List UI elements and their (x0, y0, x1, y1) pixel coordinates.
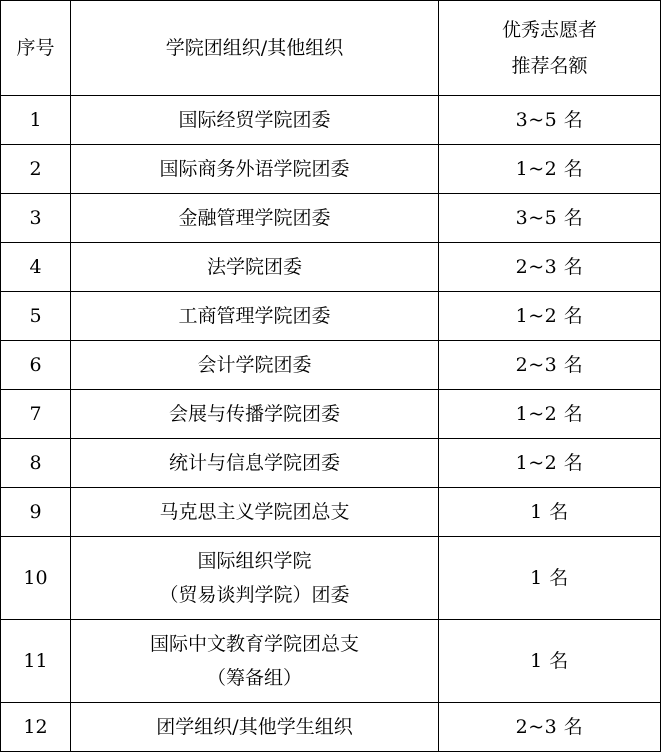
table-row (1, 620, 661, 703)
row-quota: 2~3 名 (439, 341, 661, 390)
row-org (71, 243, 439, 292)
table-header-row (1, 1, 661, 96)
row-org-line-1: 会计学院团委 (197, 353, 312, 376)
row-org-line-1: 团学组织/其他学生组织 (156, 715, 353, 738)
row-org (71, 292, 439, 341)
table-row (1, 703, 661, 752)
table-row (1, 145, 661, 194)
row-org-line-1: 国际经贸学院团委 (178, 108, 331, 131)
row-org-line-1: 马克思主义学院团总支 (159, 500, 350, 523)
row-org-line-1: 会展与传播学院团委 (168, 402, 340, 425)
row-quota: 3~5 名 (439, 96, 661, 145)
column-header-org-line-1: 学院团组织/其他组织 (165, 36, 344, 59)
row-org-line-1: 国际中文教育学院团总支 (149, 632, 359, 655)
row-number: 4 (1, 243, 71, 292)
row-org (71, 439, 439, 488)
row-quota: 1~2 名 (439, 292, 661, 341)
row-quota: 2~3 名 (439, 243, 661, 292)
table-row (1, 194, 661, 243)
column-header-no (1, 1, 71, 96)
row-number: 10 (1, 537, 71, 620)
row-quota: 1~2 名 (439, 439, 661, 488)
row-number: 1 (1, 96, 71, 145)
row-quota: 3~5 名 (439, 194, 661, 243)
row-org-line-1: 国际组织学院 (197, 549, 312, 572)
row-number: 3 (1, 194, 71, 243)
row-quota: 1 名 (439, 488, 661, 537)
row-org-line-1: 统计与信息学院团委 (168, 451, 340, 474)
row-org-line-1: 法学院团委 (206, 255, 302, 278)
row-org (71, 703, 439, 752)
row-number: 2 (1, 145, 71, 194)
table-row (1, 341, 661, 390)
row-number: 6 (1, 341, 71, 390)
column-header-quota-line-1: 优秀志愿者 (501, 18, 597, 41)
table-row (1, 96, 661, 145)
table-row (1, 243, 661, 292)
row-quota: 2~3 名 (439, 703, 661, 752)
table-row (1, 439, 661, 488)
row-quota: 1 名 (439, 537, 661, 620)
table-header (1, 1, 661, 96)
row-number: 11 (1, 620, 71, 703)
row-number: 8 (1, 439, 71, 488)
row-org-line-1: 金融管理学院团委 (178, 206, 331, 229)
row-org (71, 537, 439, 620)
column-header-no-line-1: 序号 (16, 36, 55, 59)
row-org (71, 96, 439, 145)
row-org (71, 194, 439, 243)
row-org-line-2: （贸易谈判学院）团委 (159, 584, 350, 606)
row-org-line-1: 国际商务外语学院团委 (159, 157, 350, 180)
row-quota: 1~2 名 (439, 145, 661, 194)
row-org (71, 145, 439, 194)
row-number: 5 (1, 292, 71, 341)
table-row (1, 390, 661, 439)
column-header-quota (439, 1, 661, 96)
row-org (71, 390, 439, 439)
table-row (1, 537, 661, 620)
row-org (71, 620, 439, 703)
row-quota: 1~2 名 (439, 390, 661, 439)
row-number: 9 (1, 488, 71, 537)
table-body (1, 96, 661, 752)
row-org-line-1: 工商管理学院团委 (178, 304, 331, 327)
column-header-quota-line-2: 推荐名额 (511, 55, 588, 77)
row-quota: 1 名 (439, 620, 661, 703)
column-header-org (71, 1, 439, 96)
row-org-line-2: （筹备组） (206, 667, 302, 689)
row-number: 12 (1, 703, 71, 752)
table-row (1, 292, 661, 341)
row-org (71, 488, 439, 537)
row-number: 7 (1, 390, 71, 439)
row-org (71, 341, 439, 390)
table-row (1, 488, 661, 537)
